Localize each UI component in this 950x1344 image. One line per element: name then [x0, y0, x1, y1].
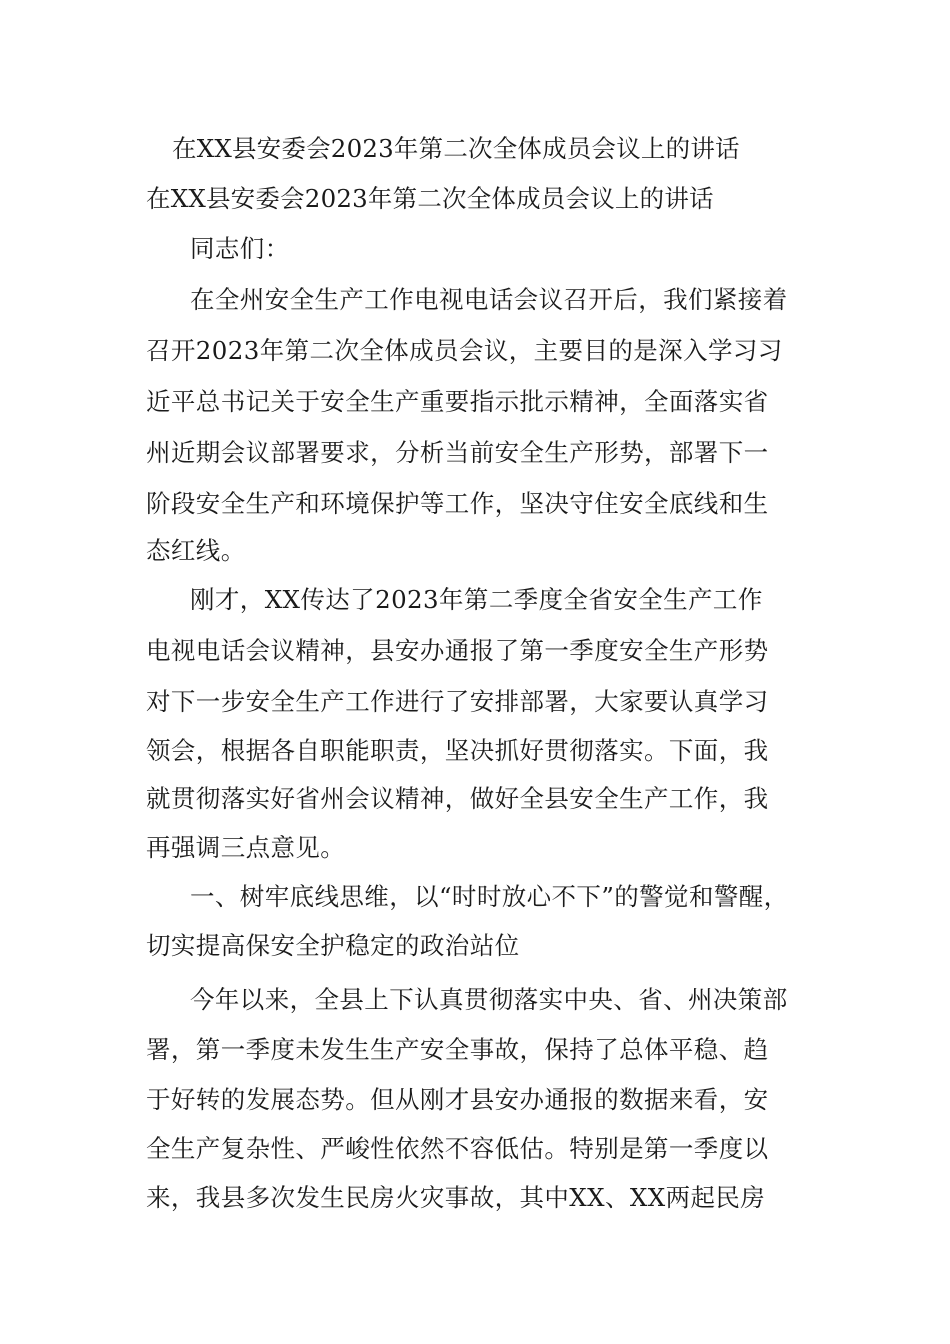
paragraph-line: 领会，根据各自职能职责，坚决抓好贯彻落实。下面，我	[146, 736, 769, 765]
document-subtitle: 在XX县安委会2023年第二次全体成员会议上的讲话	[146, 184, 714, 213]
paragraph-line: 再强调三点意见。	[146, 833, 346, 862]
paragraph-line: 电视电话会议精神，县安办通报了第一季度安全生产形势	[146, 636, 769, 665]
paragraph-line: 在全州安全生产工作电视电话会议召开后，我们紧接着	[190, 285, 788, 314]
paragraph-line: 态红线。	[146, 536, 246, 565]
section-heading: 切实提高保安全护稳定的政治站位	[146, 931, 520, 960]
paragraph-line: 就贯彻落实好省州会议精神，做好全县安全生产工作，我	[146, 784, 769, 813]
paragraph-line: 于好转的发展态势。但从刚才县安办通报的数据来看，安	[146, 1085, 769, 1114]
salutation: 同志们：	[190, 234, 290, 263]
paragraph-line: 署，第一季度未发生生产安全事故，保持了总体平稳、趋	[146, 1035, 769, 1064]
paragraph-line: 刚才，XX传达了2023年第二季度全省安全生产工作	[190, 585, 763, 614]
paragraph-line: 近平总书记关于安全生产重要指示批示精神，全面落实省	[146, 387, 769, 416]
paragraph-line: 州近期会议部署要求，分析当前安全生产形势，部署下一	[146, 438, 769, 467]
paragraph-line: 来，我县多次发生民房火灾事故，其中XX、XX两起民房	[146, 1183, 766, 1212]
paragraph-line: 全生产复杂性、严峻性依然不容低估。特别是第一季度以	[146, 1134, 769, 1163]
document-title: 在XX县安委会2023年第二次全体成员会议上的讲话	[172, 134, 740, 163]
section-heading: 一、树牢底线思维，以“时时放心不下”的警觉和警醒，	[190, 882, 789, 911]
paragraph-line: 今年以来，全县上下认真贯彻落实中央、省、州决策部	[190, 985, 788, 1014]
paragraph-line: 对下一步安全生产工作进行了安排部署，大家要认真学习	[146, 687, 769, 716]
paragraph-line: 阶段安全生产和环境保护等工作，坚决守住安全底线和生	[146, 489, 769, 518]
paragraph-line: 召开2023年第二次全体成员会议，主要目的是深入学习习	[146, 336, 783, 365]
